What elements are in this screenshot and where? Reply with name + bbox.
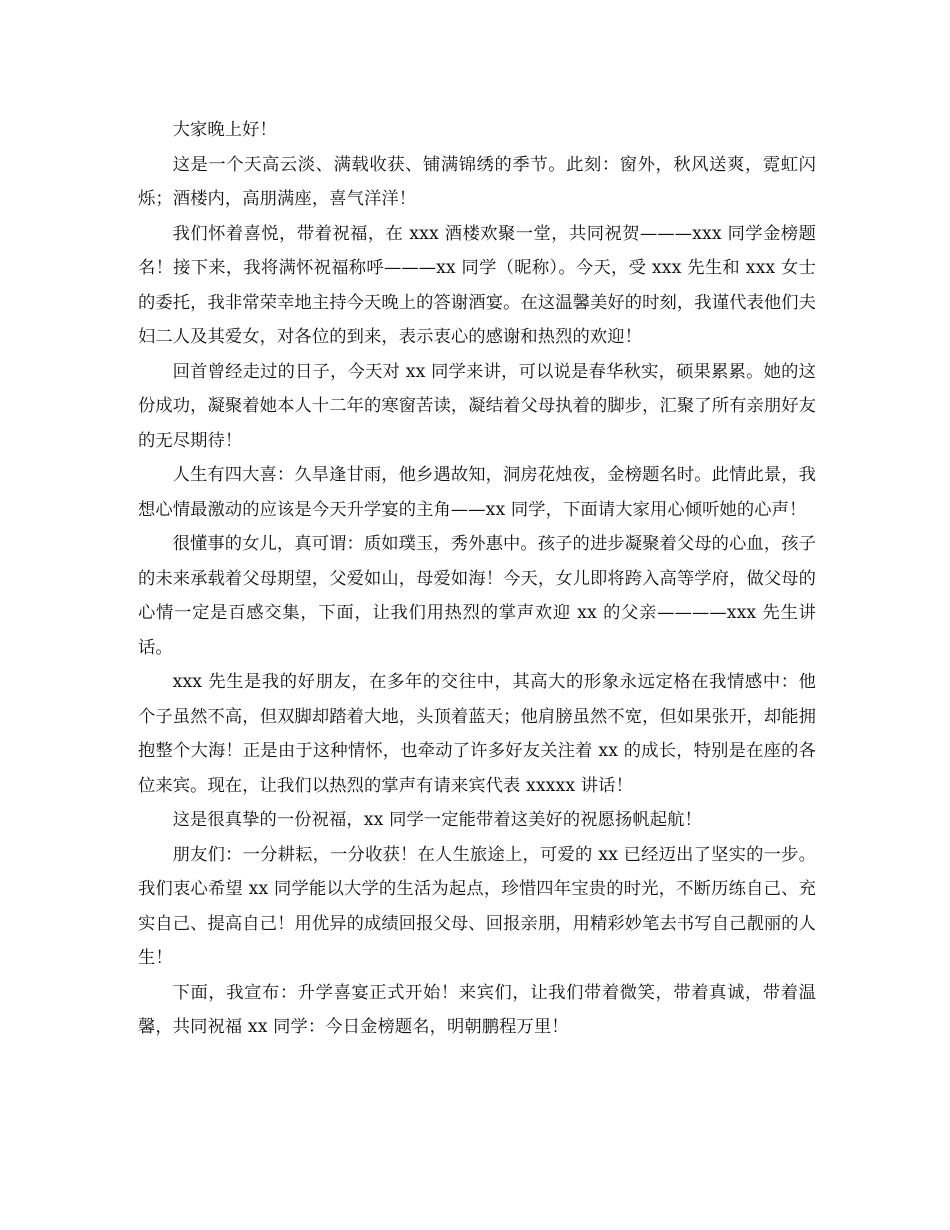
blessing-paragraph: 这是很真挚的一份祝福，xx 同学一定能带着这美好的祝愿扬帆起航！ [172,810,702,830]
four-joys-paragraph: 人生有四大喜：久旱逢甘雨，他乡遇故知，洞房花烛夜，金榜题名时。此情此景，我想心情最激动的应该是今天升学宴的主角——xx 同学，下面请大家用心倾听她的心声！ [138,465,816,520]
retrospect-paragraph: 回首曾经走过的日子，今天对 xx 同学来讲，可以说是春华秋实，硕果累累。她的这份成功，凝聚着她本人十二年的寒窗苦读，凝结着父母执着的脚步，汇聚了所有亲朋好友的无尽期待！ [138,361,816,451]
welcome-paragraph: 我们怀着喜悦，带着祝福，在 xxx 酒楼欢聚一堂，共同祝贺———xxx 同学金榜题名！接下来，我将满怀祝福称呼———xx 同学（昵称）。今天，受 xxx 先生和 xxx 女士的委托，我非常荣幸地主持今天晚上的答谢酒宴。在这温馨美好的时刻，我谨代表他们夫妇二人及其爱女，对各位的到来，表示衷心的感谢和热烈的欢迎！ [138,223,816,347]
friend-paragraph: xxx 先生是我的好朋友，在多年的交往中，其高大的形象永远定格在我情感中：他个子虽然不高，但双脚却踏着大地，头顶着蓝天；他肩膀虽然不宽，但如果张开，却能拥抱整个大海！正是由于这种情怀，也牵动了许多好友关注着 xx 的成长，特别是在座的各位来宾。现在，让我们以热烈的掌声有请来宾代表 xxxxx 讲话！ [138,672,816,796]
friends-paragraph: 朋友们：一分耕耘，一分收获！在人生旅途上，可爱的 xx 已经迈出了坚实的一步。我们衷心希望 xx 同学能以大学的生活为起点，珍惜四年宝贵的时光，不断历练自己、充实自己、提高自己！用优异的成绩回报父母、回报亲朋，用精彩妙笔去书写自己靓丽的人生！ [138,844,816,968]
document-page [138,113,816,1045]
greeting-paragraph: 大家晚上好！ [172,120,277,140]
announcement-paragraph: 下面，我宣布：升学喜宴正式开始！来宾们，让我们带着微笑，带着真诚，带着温馨，共同祝福 xx 同学：今日金榜题名，明朝鹏程万里！ [138,982,816,1037]
season-paragraph: 这是一个天高云淡、满载收获、铺满锦绣的季节。此刻：窗外，秋风送爽，霓虹闪烁；酒楼内，高朋满座，喜气洋洋！ [138,154,816,209]
daughter-paragraph: 很懂事的女儿，真可谓：质如璞玉，秀外惠中。孩子的进步凝聚着父母的心血，孩子的未来承载着父母期望，父爱如山，母爱如海！今天，女儿即将跨入高等学府，做父母的心情一定是百感交集，下面，让我们用热烈的掌声欢迎 xx 的父亲————xxx 先生讲话。 [138,534,816,658]
